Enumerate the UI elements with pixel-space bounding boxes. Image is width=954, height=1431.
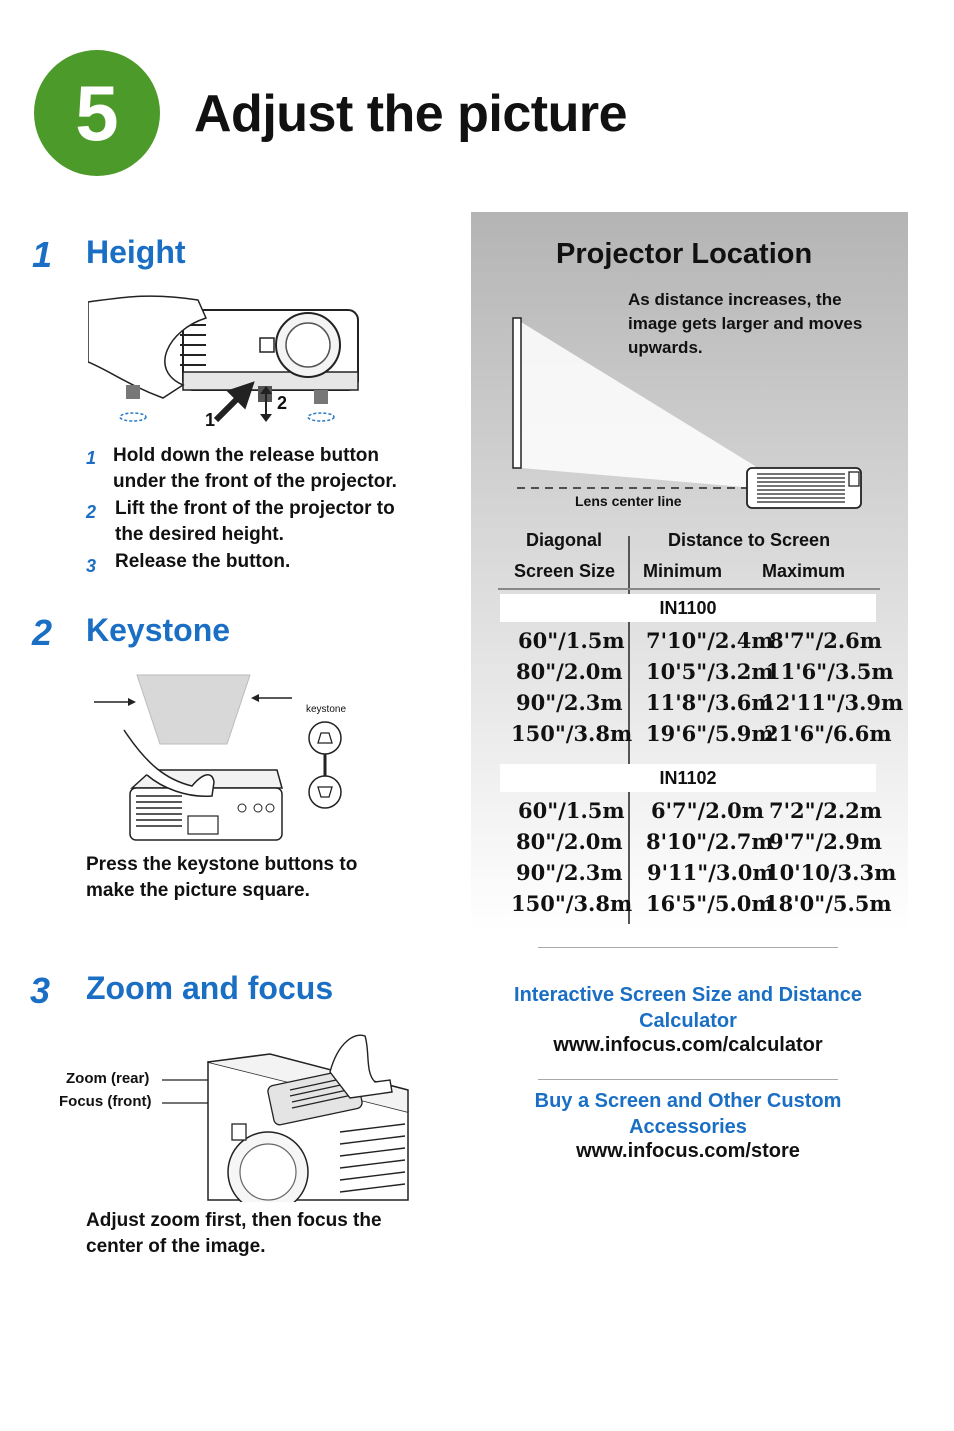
links-divider-top	[538, 947, 838, 948]
in1102-max-row4: 18'0"/5.5m	[764, 891, 892, 916]
page-title: Adjust the picture	[194, 85, 628, 143]
keystone-down-button-shape	[309, 776, 341, 808]
in1102-min-row4: 16'5"/5.0m	[646, 891, 774, 916]
calculator-link-block[interactable]	[490, 982, 886, 1057]
in1100-max-row2: 11'6"/3.5m	[766, 659, 894, 684]
in1100-size-row2: 80"/2.0m	[516, 659, 623, 684]
in1100-size-row1: 60"/1.5m	[518, 628, 625, 653]
height-step-2-number: 2	[86, 502, 97, 522]
projector-location-title: Projector Location	[556, 238, 813, 270]
height-adjust-illustration	[88, 290, 368, 430]
focus-callout-label: Focus (front)	[59, 1093, 152, 1110]
step-number-badge	[34, 50, 160, 176]
in1100-min-row4: 19'6"/5.9m	[646, 721, 774, 746]
height-step-1-line1: Hold down the release button	[113, 445, 380, 466]
calculator-url[interactable]: www.infocus.com/calculator	[553, 1034, 823, 1056]
in1102-size-row1: 60"/1.5m	[518, 798, 625, 823]
distance-note-line2: image gets larger and moves	[628, 314, 863, 333]
screen-shape	[513, 318, 521, 468]
zoom-caption	[86, 1208, 382, 1260]
zoom-callout-label: Zoom (rear)	[66, 1070, 150, 1087]
in1102-size-row4: 150"/3.8m	[511, 891, 633, 916]
foot-right-shape	[314, 390, 328, 404]
col-diagonal-2: Screen Size	[514, 561, 616, 581]
col-distance: Distance to Screen	[668, 530, 831, 550]
height-step-1	[113, 443, 397, 495]
lens-center-label: Lens center line	[575, 493, 682, 509]
in1100-min-row3: 11'8"/3.6m	[646, 690, 774, 715]
calculator-link-title-line1[interactable]: Interactive Screen Size and Distance	[514, 984, 862, 1006]
calculator-link-title-line2[interactable]: Calculator	[639, 1010, 737, 1032]
store-link-title-line1[interactable]: Buy a Screen and Other Custom	[534, 1090, 842, 1112]
keystone-caption-line2: make the picture square.	[86, 880, 310, 901]
in1100-max-row3: 12'11"/3.9m	[761, 690, 904, 715]
height-step-3: Release the button.	[115, 551, 291, 572]
store-link-block[interactable]	[490, 1088, 886, 1163]
height-step-1-line2: under the front of the projector.	[113, 471, 397, 492]
section-title-height: Height	[86, 234, 186, 270]
in1100-min-row1: 7'10"/2.4m	[646, 628, 774, 653]
foot-left-shape	[126, 385, 140, 399]
in1100-size-row4: 150"/3.8m	[511, 721, 633, 746]
projection-beam-shape	[521, 322, 755, 488]
in1102-min-row1: 6'7"/2.0m	[651, 798, 765, 823]
keystone-up-button-shape	[309, 722, 341, 754]
figure-label-1: 1	[205, 410, 216, 430]
in1102-max-row3: 10'10/3.3m	[765, 860, 897, 885]
section-number-zoom: 3	[30, 970, 51, 1011]
in1100-max-row1: 8'7"/2.6m	[769, 628, 883, 653]
projection-diagram	[505, 312, 875, 512]
sensor-shape	[260, 338, 274, 352]
in1102-size-row2: 80"/2.0m	[516, 829, 623, 854]
section-title-keystone: Keystone	[86, 612, 231, 648]
keystone-caption-line1: Press the keystone buttons to	[86, 854, 358, 875]
in1102-min-row3: 9'11"/3.0m	[647, 860, 775, 885]
model-in1102-header: IN1102	[500, 764, 876, 792]
keystone-illustration	[92, 670, 362, 850]
section-number-keystone: 2	[32, 612, 53, 653]
col-diagonal-1: Diagonal	[526, 530, 603, 550]
keystone-button-label: keystone	[306, 704, 347, 715]
table-header-divider	[498, 588, 880, 590]
lens-inner-shape	[286, 323, 330, 367]
press-arrow-shape	[216, 386, 250, 420]
in1100-max-row4: 21'6"/6.6m	[764, 721, 892, 746]
in1102-max-row2: 9'7"/2.9m	[769, 829, 883, 854]
col-max: Maximum	[762, 561, 846, 581]
zoom-caption-line2: center of the image.	[86, 1236, 266, 1257]
height-step-3-number: 3	[86, 556, 97, 576]
in1102-min-row2: 8'10"/2.7m	[646, 829, 774, 854]
figure-label-2: 2	[277, 393, 288, 413]
store-url[interactable]: www.infocus.com/store	[576, 1140, 800, 1162]
in1100-min-row2: 10'5"/3.2m	[646, 659, 774, 684]
distance-note-line1: As distance increases, the	[628, 290, 842, 309]
keystone-caption	[86, 852, 357, 904]
keystoned-image-shape	[137, 675, 250, 744]
links-divider-middle	[538, 1079, 838, 1080]
zoom-focus-illustration	[160, 1032, 410, 1202]
section-number-height: 1	[32, 234, 53, 275]
store-link-title-line2[interactable]: Accessories	[629, 1116, 747, 1138]
height-step-2-line1: Lift the front of the projector to	[115, 498, 395, 519]
height-step-2-line2: the desired height.	[115, 524, 284, 545]
zoom-caption-line1: Adjust zoom first, then focus the	[86, 1210, 382, 1231]
model-in1100-header: IN1100	[500, 594, 876, 622]
distance-note-line3: upwards.	[628, 338, 703, 357]
section-title-zoom: Zoom and focus	[86, 970, 334, 1006]
in1102-max-row1: 7'2"/2.2m	[769, 798, 883, 823]
height-step-2	[115, 496, 395, 548]
in1102-size-row3: 90"/2.3m	[516, 860, 623, 885]
in1100-size-row3: 90"/2.3m	[516, 690, 623, 715]
step-number: 5	[75, 68, 119, 157]
height-step-1-number: 1	[86, 448, 97, 468]
col-min: Minimum	[643, 561, 722, 581]
